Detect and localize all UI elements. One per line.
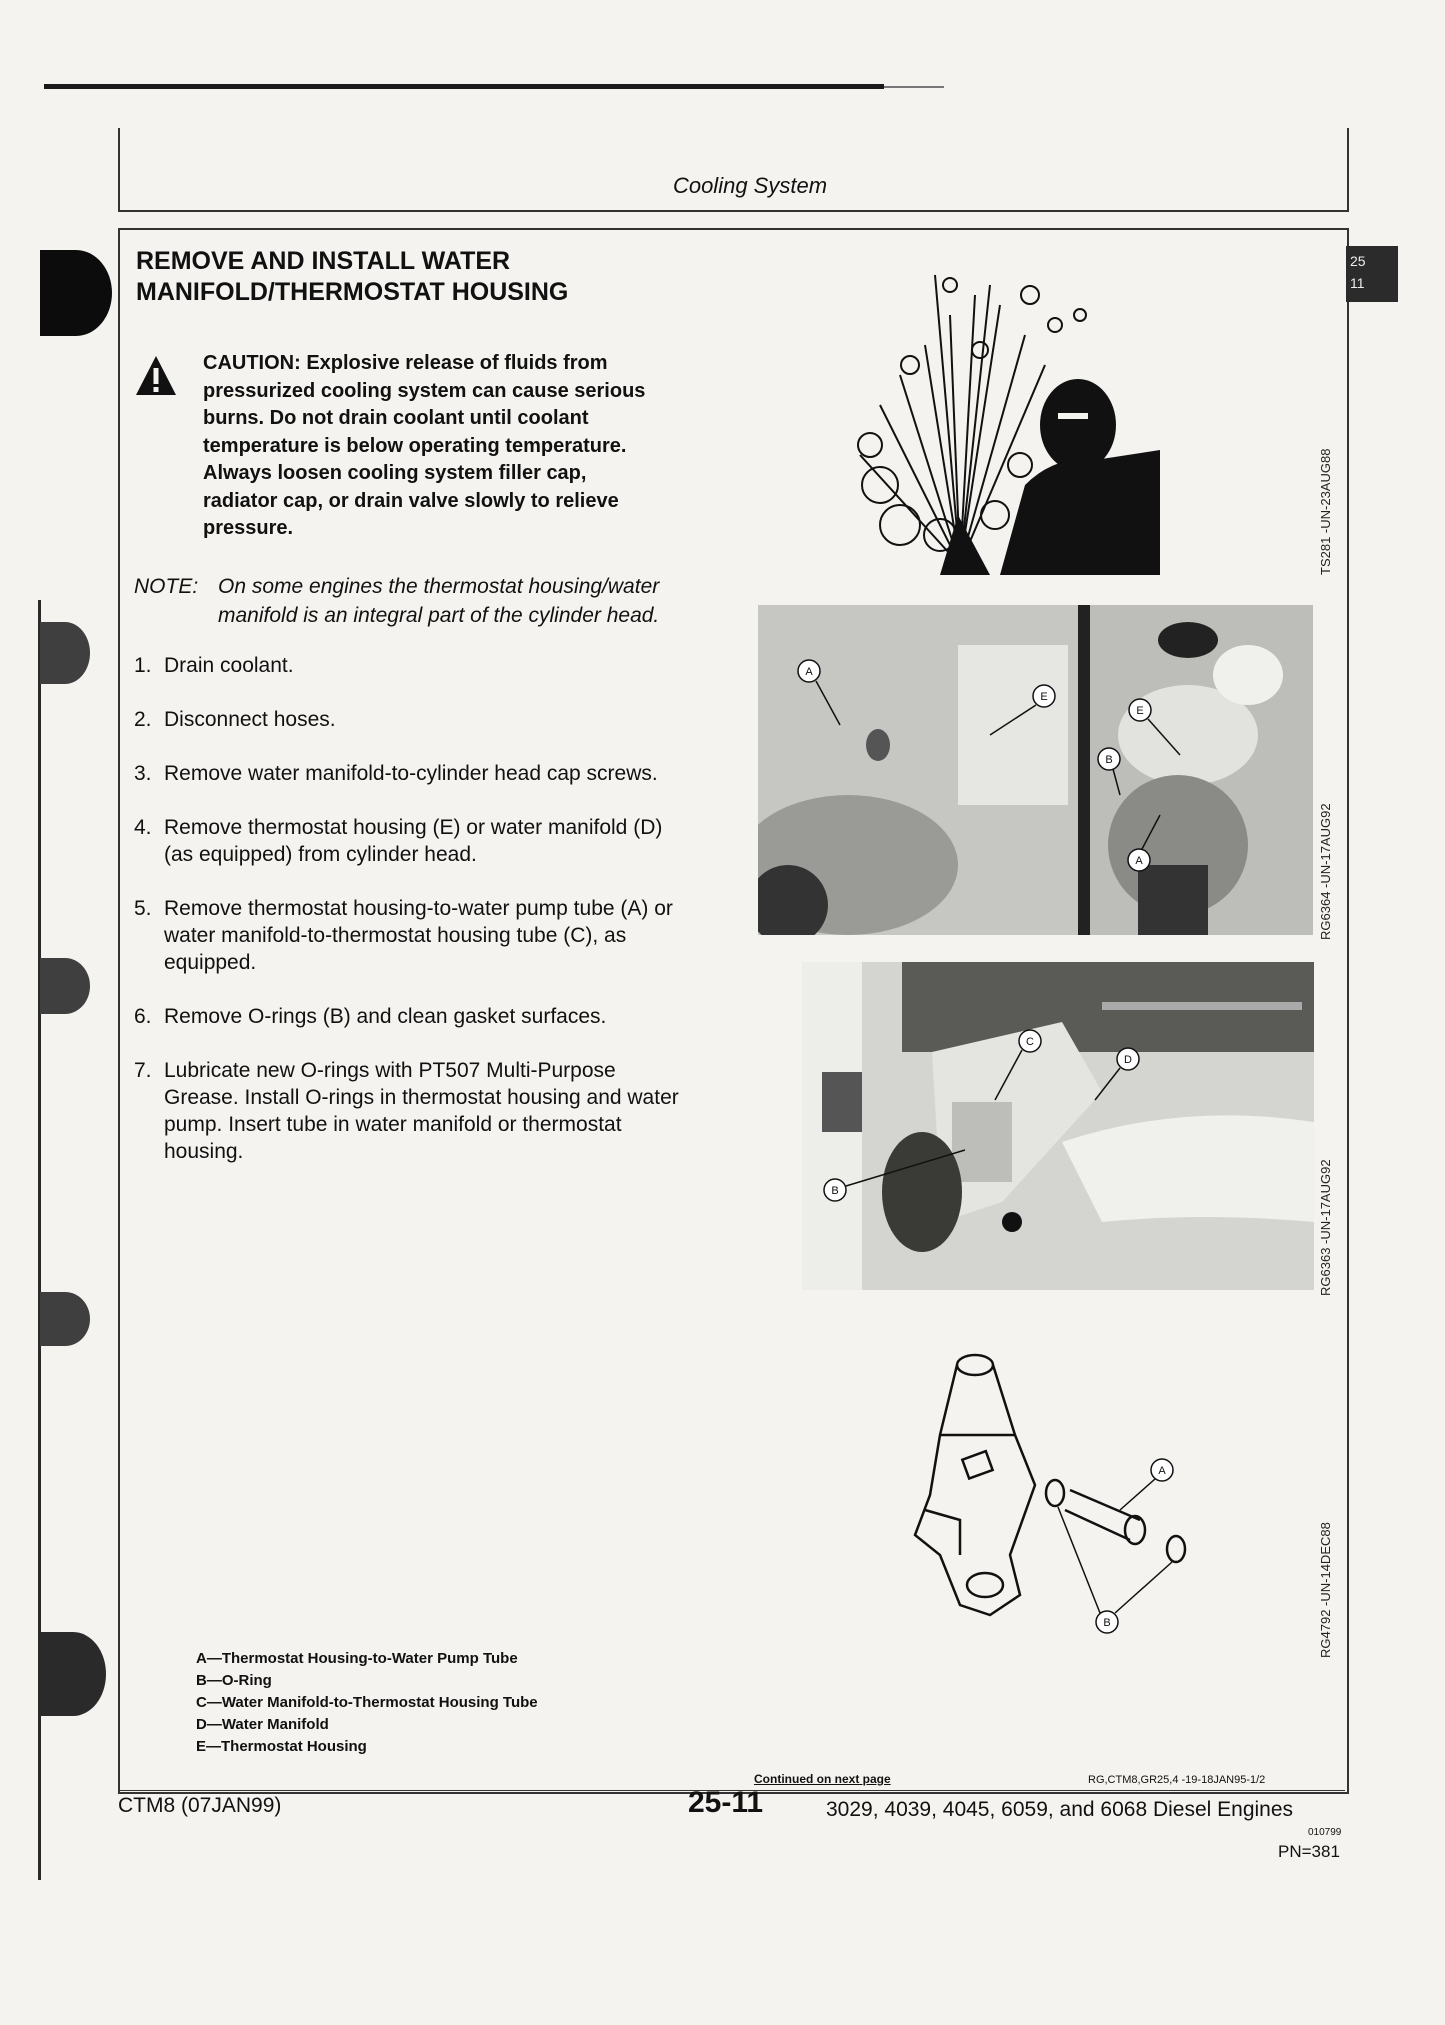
header-frame <box>118 128 1349 212</box>
punch-hole <box>40 958 90 1014</box>
callout-b-label: B <box>1105 754 1113 766</box>
caution-line: radiator cap, or drain valve slowly to relieve <box>203 489 619 512</box>
figure-code: TS281 -UN-23AUG88 <box>1318 448 1333 575</box>
callout-b-label: B <box>831 1185 839 1197</box>
note-label: NOTE: <box>134 575 199 598</box>
top-rule-tail <box>884 86 944 88</box>
callout-e-label: E <box>1136 705 1144 717</box>
step-text: housing. <box>164 1140 244 1163</box>
note-line-1: On some engines the thermostat housing/water <box>218 575 660 598</box>
step-number: 4. <box>134 816 152 839</box>
step-item <box>134 760 754 787</box>
step-item <box>134 706 754 733</box>
manual-edition: CTM8 (07JAN99) <box>118 1794 282 1817</box>
heading-line-2: MANIFOLD/THERMOSTAT HOUSING <box>136 278 569 306</box>
step-item <box>134 895 754 976</box>
legend-item: C—Water Manifold-to-Thermostat Housing Tube <box>196 1694 538 1711</box>
callout-c-label: C <box>1026 1036 1034 1048</box>
caution-line: CAUTION: Explosive release of fluids from <box>203 352 608 374</box>
engine-models: 3029, 4039, 4045, 6059, and 6068 Diesel Engines <box>826 1798 1294 1821</box>
caution-line: pressure. <box>203 517 294 539</box>
step-text: Grease. Install O-rings in thermostat housing and water <box>164 1086 679 1109</box>
figure-legend <box>196 1648 716 1758</box>
page-number: 25-11 <box>688 1786 764 1819</box>
procedure-steps <box>134 652 754 1192</box>
step-text: equipped. <box>164 951 257 974</box>
callout-d-label: D <box>1124 1054 1132 1066</box>
section-title: Cooling System <box>672 173 828 198</box>
punch-hole <box>40 622 90 684</box>
caution-line: temperature is below operating temperature. <box>203 434 627 457</box>
legend-item: E—Thermostat Housing <box>196 1738 367 1755</box>
figure-code: RG4792 -UN-14DEC88 <box>1318 1522 1333 1658</box>
step-text: Remove thermostat housing (E) or water manifold (D) <box>164 816 663 839</box>
document-reference: RG,CTM8,GR25,4 -19-18JAN95-1/2 <box>1088 1774 1266 1786</box>
photo-callouts <box>790 655 1310 895</box>
step-item <box>134 1003 754 1030</box>
step-number: 5. <box>134 897 152 920</box>
figure-code: RG6364 -UN-17AUG92 <box>1318 803 1333 940</box>
pn-number: PN=381 <box>1278 1842 1340 1861</box>
step-number: 1. <box>134 654 152 677</box>
step-text: Lubricate new O-rings with PT507 Multi-Purpose <box>164 1059 616 1082</box>
step-text: Remove water manifold-to-cylinder head cap screws. <box>164 762 658 785</box>
step-number: 6. <box>134 1005 152 1028</box>
caution-text <box>203 350 723 543</box>
step-item <box>134 814 754 868</box>
figure-code: RG6363 -UN-17AUG92 <box>1318 1159 1333 1296</box>
caution-line: Always loosen cooling system filler cap, <box>203 462 587 484</box>
step-text: Remove O-rings (B) and clean gasket surfaces. <box>164 1005 607 1028</box>
punch-hole <box>40 1632 106 1716</box>
step-text: Disconnect hoses. <box>164 708 336 731</box>
continued-note: Continued on next page <box>754 1772 891 1786</box>
section-tab <box>1346 246 1398 302</box>
print-code: 010799 <box>1308 1827 1342 1838</box>
photo-callouts <box>815 1020 1165 1220</box>
step-number: 3. <box>134 762 152 785</box>
note <box>134 572 754 630</box>
step-number: 7. <box>134 1059 152 1082</box>
step-text: pump. Insert tube in water manifold or thermostat <box>164 1113 622 1136</box>
tab-line-1: 25 <box>1350 253 1366 269</box>
callout-e-label: E <box>1040 691 1048 703</box>
callout-a-label: A <box>1135 855 1143 867</box>
page-heading <box>136 246 776 308</box>
top-rule <box>44 84 884 89</box>
explosive-release-illustration <box>840 255 1160 575</box>
heading-line-1: REMOVE AND INSTALL WATER <box>136 247 511 275</box>
tab-line-2: 11 <box>1350 275 1365 291</box>
caution-line: pressurized cooling system can cause serious <box>203 379 646 402</box>
step-text: water manifold-to-thermostat housing tube (C), as <box>164 924 627 947</box>
thermostat-housing-diagram <box>910 1345 1210 1645</box>
step-number: 2. <box>134 708 152 731</box>
step-item <box>134 652 754 679</box>
caution-line: burns. Do not drain coolant until coolant <box>203 407 589 429</box>
callout-b-label: B <box>1103 1617 1111 1629</box>
step-text: (as equipped) from cylinder head. <box>164 843 477 866</box>
callout-a-label: A <box>805 666 813 678</box>
warning-triangle-icon <box>134 354 178 398</box>
punch-hole <box>40 250 112 336</box>
legend-item: B—O-Ring <box>196 1672 272 1689</box>
step-item <box>134 1057 754 1165</box>
callout-a-label: A <box>1158 1465 1166 1477</box>
legend-item: A—Thermostat Housing-to-Water Pump Tube <box>196 1650 518 1667</box>
step-text: Drain coolant. <box>164 654 294 677</box>
punch-hole <box>40 1292 90 1346</box>
note-line-2: manifold is an integral part of the cylinder head. <box>218 604 660 627</box>
legend-item: D—Water Manifold <box>196 1716 329 1733</box>
step-text: Remove thermostat housing-to-water pump tube (A) or <box>164 897 673 920</box>
